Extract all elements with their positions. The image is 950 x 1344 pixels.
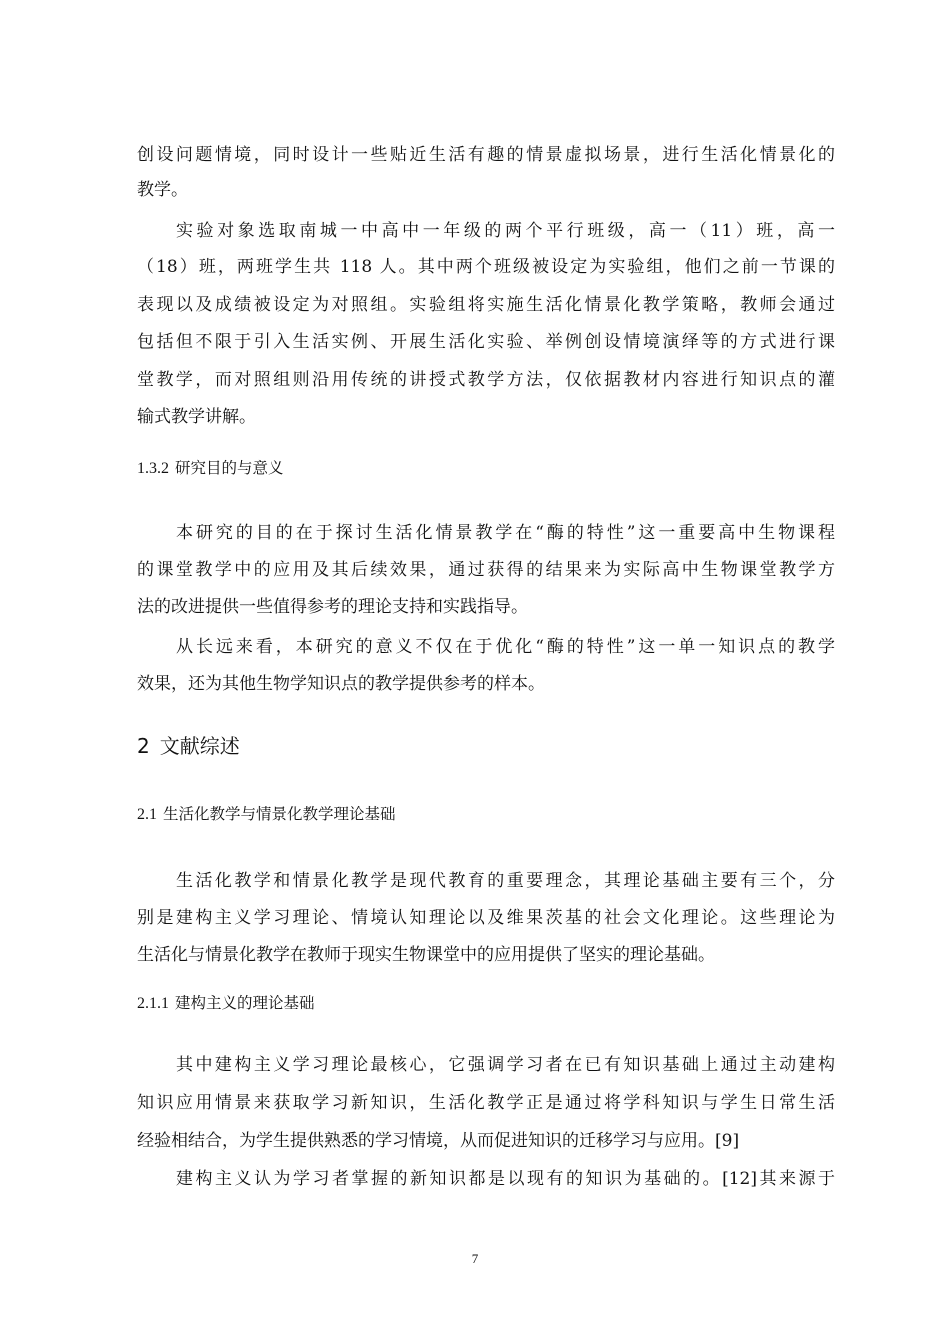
paragraph-line: （18）班，两班学生共 118 人。其中两个班级被设定为实验组，他们之前一节课的: [137, 257, 835, 277]
chapter-heading-2: [137, 730, 240, 759]
section-heading-2-1-1: [137, 991, 315, 1013]
section-heading-2-1: [137, 802, 396, 824]
paragraph-line: 其中建构主义学习理论最核心，它强调学习者在已有知识基础上通过主动建构: [176, 1055, 835, 1075]
paragraph-line: 表现以及成绩被设定为对照组。实验组将实施生活化情景化教学策略，教师会通过: [137, 295, 835, 315]
paragraph-line: 生活化与情景化教学在教师于现实生物课堂中的应用提供了坚实的理论基础。: [137, 945, 715, 965]
heading-number: 2: [137, 734, 150, 758]
heading-title: 文献综述: [159, 734, 240, 758]
heading-number: 2.1.1: [137, 995, 169, 1012]
paragraph-line: 包括但不限于引入生活实例、开展生活化实验、举例创设情境演绎等的方式进行课: [137, 332, 835, 352]
heading-title: 建构主义的理论基础: [175, 994, 315, 1012]
paragraph-line: 输式教学讲解。: [137, 407, 256, 427]
paragraph-line: 实验对象选取南城一中高中一年级的两个平行班级，高一（11）班，高一: [176, 221, 835, 241]
section-heading-1-3-2: [137, 456, 284, 478]
paragraph-line: 建构主义认为学习者掌握的新知识都是以现有的知识为基础的。[12]其来源于: [176, 1169, 835, 1189]
paragraph-line: 效果，还为其他生物学知识点的教学提供参考的样本。: [137, 674, 545, 694]
paragraph-line: 堂教学，而对照组则沿用传统的讲授式教学方法，仅依据教材内容进行知识点的灌: [137, 370, 835, 390]
paragraph-line: 法的改进提供一些值得参考的理论支持和实践指导。: [137, 597, 528, 617]
page-number: 7: [471, 1251, 479, 1266]
paragraph-line: 的课堂教学中的应用及其后续效果，通过获得的结果来为实际高中生物课堂教学方: [137, 560, 835, 580]
heading-title: 生活化教学与情景化教学理论基础: [163, 805, 396, 823]
heading-number: 1.3.2: [137, 460, 169, 477]
paragraph-line: 知识应用情景来获取学习新知识，生活化教学正是通过将学科知识与学生日常生活: [137, 1093, 835, 1113]
paragraph-line: 本研究的目的在于探讨生活化情景教学在“酶的特性”这一重要高中生物课程: [176, 523, 835, 543]
heading-number: 2.1: [137, 806, 157, 823]
paragraph-line: 别是建构主义学习理论、情境认知理论以及维果茨基的社会文化理论。这些理论为: [137, 908, 835, 928]
heading-title: 研究目的与意义: [175, 459, 284, 477]
paragraph-line: 生活化教学和情景化教学是现代教育的重要理念，其理论基础主要有三个，分: [176, 871, 835, 891]
paragraph-line: 教学。: [137, 180, 188, 200]
paragraph-line: 创设问题情境，同时设计一些贴近生活有趣的情景虚拟场景，进行生活化情景化的: [137, 145, 835, 165]
paragraph-line: 从长远来看，本研究的意义不仅在于优化“酶的特性”这一单一知识点的教学: [176, 637, 835, 657]
paragraph-line: 经验相结合，为学生提供熟悉的学习情境，从而促进知识的迁移学习与应用。[9]: [137, 1131, 740, 1151]
